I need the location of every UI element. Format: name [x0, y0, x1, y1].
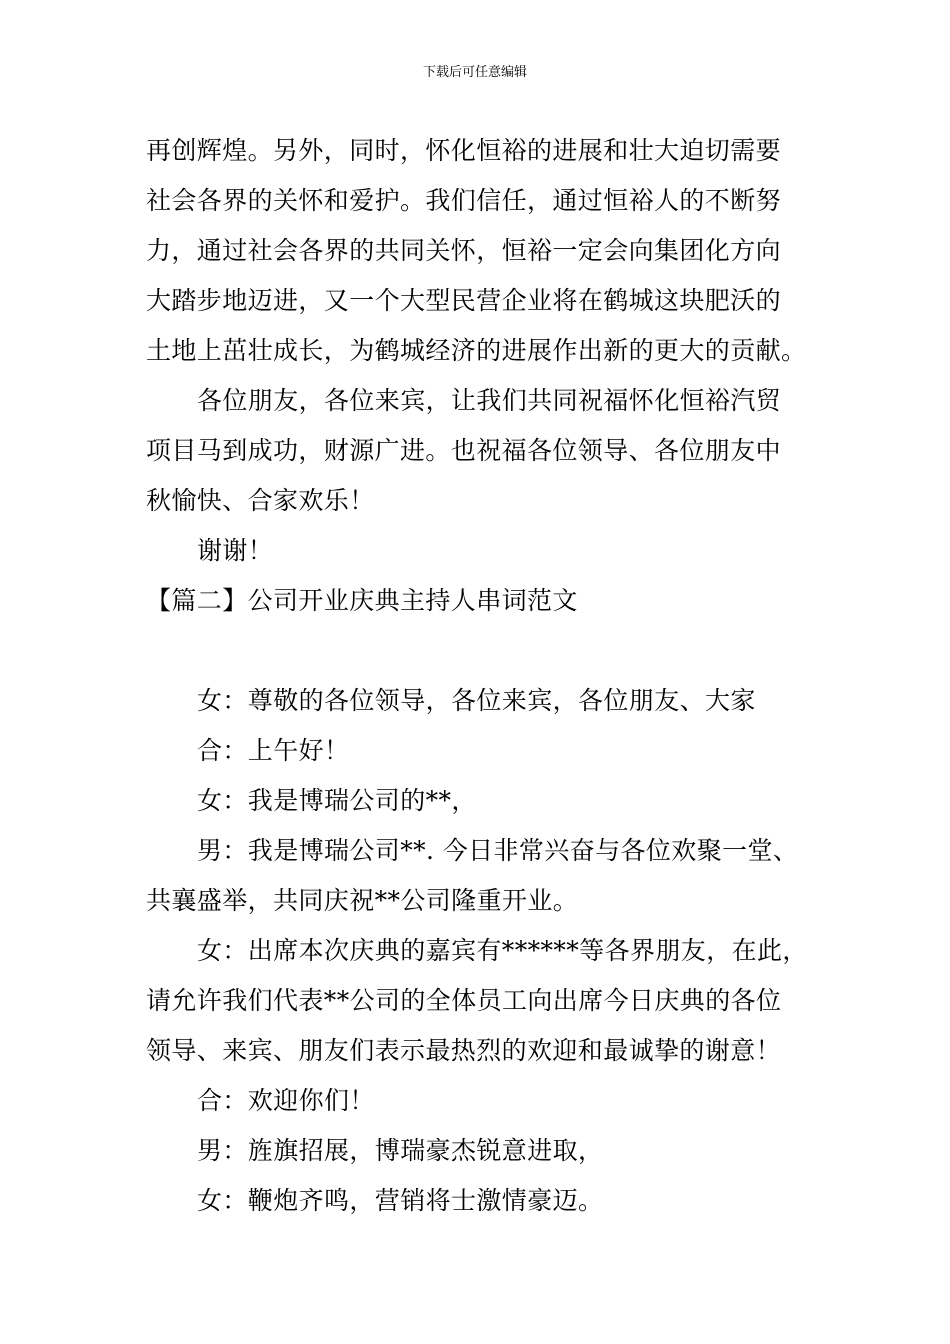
paragraph-line: 项目马到成功，财源广进。也祝福各位领导、各位朋友中 — [146, 436, 782, 465]
dialogue-line: 领导、来宾、朋友们表示最热烈的欢迎和最诚挚的谢意！ — [146, 1036, 782, 1065]
paragraph-line: 土地上茁壮成长，为鹤城经济的进展作出新的更大的贡献。 — [146, 336, 807, 365]
page-header: 下载后可任意编辑 — [422, 65, 527, 80]
paragraph-line: 力，通过社会各界的共同关怀，恒裕一定会向集团化方向 — [146, 236, 782, 265]
dialogue-line: 共襄盛举，共同庆祝**公司隆重开业。 — [146, 886, 579, 915]
dialogue-line: 合：欢迎你们！ — [197, 1086, 375, 1115]
section-heading: 【篇二】公司开业庆典主持人串词范文 — [146, 586, 578, 615]
paragraph-line: 再创辉煌。另外，同时，怀化恒裕的进展和壮大迫切需要 — [146, 136, 782, 165]
blank-line — [146, 626, 826, 676]
dialogue-line: 女：我是博瑞公司的**， — [197, 786, 477, 815]
dialogue-line: 请允许我们代表**公司的全体员工向出席今日庆典的各位 — [146, 986, 782, 1015]
dialogue-line: 女：出席本次庆典的嘉宾有******等各界朋友，在此， — [197, 936, 808, 965]
paragraph-line: 大踏步地迈进，又一个大型民营企业将在鹤城这块肥沃的 — [146, 286, 782, 315]
dialogue-line: 女：尊敬的各位领导，各位来宾，各位朋友、大家 — [197, 686, 756, 715]
paragraph-line: 谢谢！ — [197, 536, 274, 565]
paragraph-line: 秋愉快、合家欢乐！ — [146, 486, 375, 515]
paragraph-line: 社会各界的关怀和爱护。我们信任，通过恒裕人的不断努 — [146, 186, 782, 215]
paragraph-line: 各位朋友，各位来宾，让我们共同祝福怀化恒裕汽贸 — [197, 386, 782, 415]
dialogue-line: 女：鞭炮齐鸣，营销将士激情豪迈。 — [197, 1186, 604, 1215]
dialogue-line: 男：我是博瑞公司**. 今日非常兴奋与各位欢聚一堂、 — [197, 836, 799, 865]
dialogue-line: 合：上午好！ — [197, 736, 350, 765]
dialogue-line: 男：旌旗招展，博瑞豪杰锐意进取， — [197, 1136, 604, 1165]
document-body — [146, 126, 826, 1226]
